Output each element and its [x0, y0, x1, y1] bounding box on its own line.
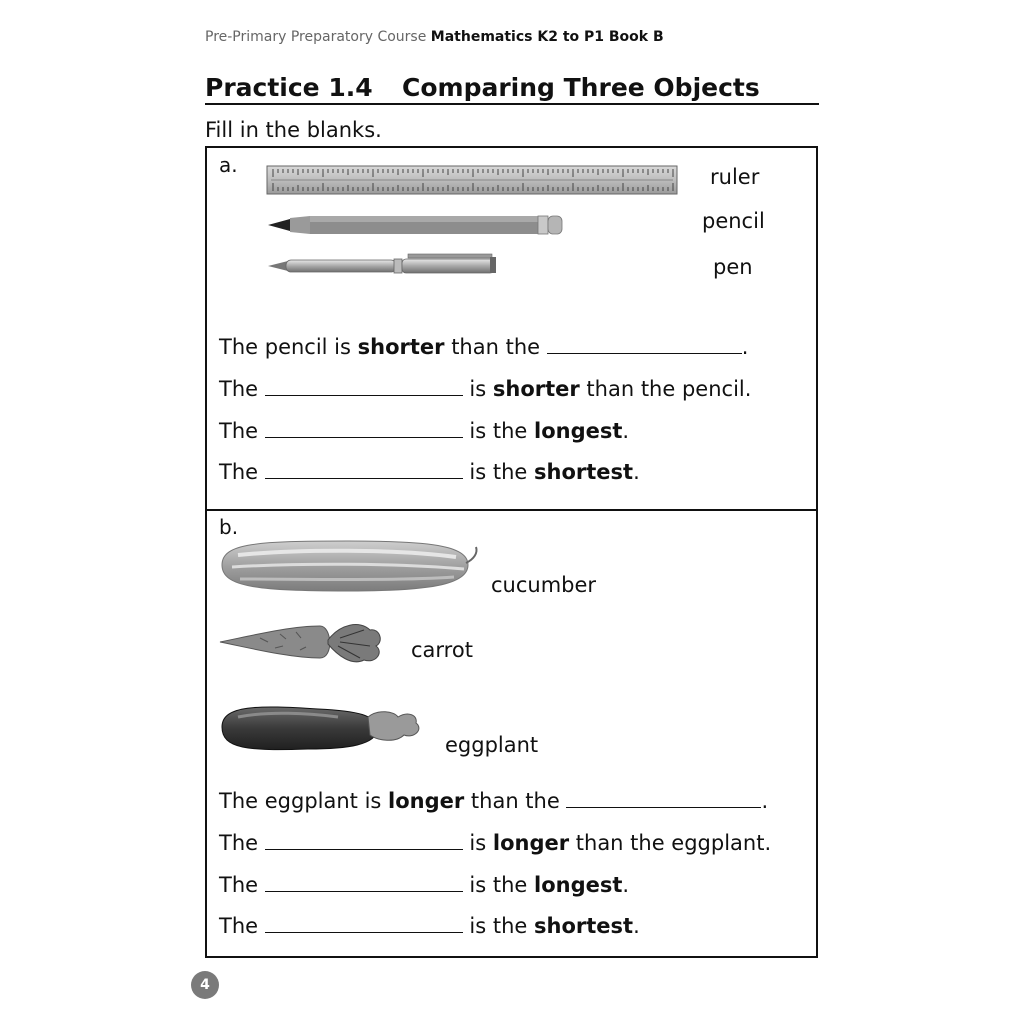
answer-blank[interactable] [265, 460, 463, 479]
sentence-b4: The is the shortest. [219, 914, 640, 938]
ruler-label: ruler [710, 165, 760, 189]
page-number-badge: 4 [191, 971, 219, 999]
practice-title-row [205, 73, 819, 105]
practice-number: Practice 1.4 [205, 73, 373, 102]
instruction-text: Fill in the blanks. [205, 118, 382, 142]
answer-blank[interactable] [265, 873, 463, 892]
answer-blank[interactable] [265, 377, 463, 396]
answer-blank[interactable] [265, 831, 463, 850]
sentence-b3: The is the longest. [219, 873, 630, 897]
ruler-picture [267, 166, 679, 196]
running-header [205, 29, 664, 45]
course-name: Pre-Primary Preparatory Course [205, 29, 427, 45]
cucumber-label: cucumber [491, 573, 597, 597]
section-a-panel [205, 146, 818, 511]
answer-blank[interactable] [265, 419, 463, 438]
sentence-b2: The is longer than the eggplant. [219, 831, 772, 855]
cucumber-picture [218, 537, 480, 595]
section-b-label: b. [219, 515, 239, 539]
practice-title: Comparing Three Objects [402, 73, 760, 102]
book-name: Mathematics K2 to P1 Book B [430, 29, 664, 45]
pen-picture [268, 253, 500, 277]
pen-label: pen [713, 255, 753, 279]
answer-blank[interactable] [265, 914, 463, 933]
sentence-a3: The is the longest. [219, 419, 630, 443]
answer-blank[interactable] [547, 335, 742, 354]
sentence-b1: The eggplant is longer than the . [219, 789, 769, 813]
sentence-a2: The is shorter than the pencil. [219, 377, 752, 401]
eggplant-picture [218, 701, 424, 757]
carrot-label: carrot [411, 638, 473, 662]
pencil-picture [268, 213, 566, 237]
pencil-label: pencil [702, 209, 765, 233]
sentence-a1: The pencil is shorter than the . [219, 335, 749, 359]
eggplant-label: eggplant [445, 733, 539, 757]
answer-blank[interactable] [566, 789, 761, 808]
sentence-a4: The is the shortest. [219, 460, 640, 484]
section-a-label: a. [219, 153, 238, 177]
carrot-picture [220, 620, 386, 666]
